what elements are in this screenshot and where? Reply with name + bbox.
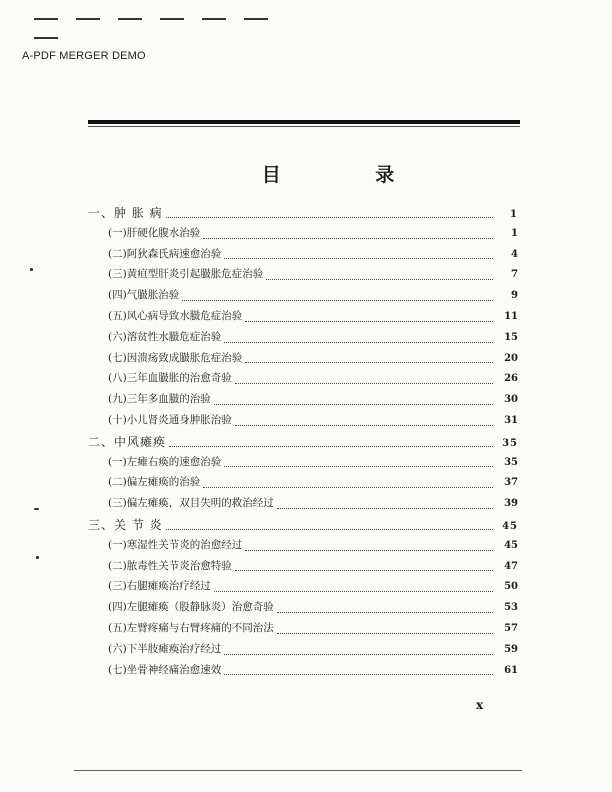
toc-section-row <box>88 204 518 225</box>
scan-speck <box>30 268 33 271</box>
toc-entry-label: (七)坐骨神经痛治愈速效 <box>108 663 222 676</box>
toc-leader-dots <box>224 466 493 467</box>
toc-entry-label: 三、关 节 炎 <box>88 517 163 532</box>
toc-leader-dots <box>277 508 493 509</box>
toc-leader-dots <box>277 633 493 634</box>
table-of-contents <box>88 204 518 682</box>
toc-leader-dots <box>224 342 493 343</box>
toc-page-number: 37 <box>504 477 518 489</box>
footer-rule <box>74 770 522 771</box>
toc-section-row <box>88 516 518 537</box>
toc-leader-dots <box>245 321 493 322</box>
toc-page-number: 30 <box>504 394 518 406</box>
toc-entry-row <box>88 662 518 683</box>
toc-entry-row <box>88 287 518 308</box>
toc-entry-row <box>88 454 518 475</box>
toc-leader-dots <box>277 612 493 613</box>
toc-entry-label: (二)阿狄森氏病速愈治验 <box>108 247 222 260</box>
toc-entry-row <box>88 578 518 599</box>
toc-page-number: 61 <box>504 664 518 676</box>
toc-entry-label: 二、中风瘫痪 <box>88 434 167 449</box>
toc-entry-label: (二)脓毒性关节炎治愈特验 <box>108 559 232 572</box>
toc-page-number: 45 <box>502 520 518 532</box>
toc-page-number: 53 <box>504 602 518 614</box>
scan-speck <box>34 508 39 510</box>
toc-entry-row <box>88 495 518 516</box>
toc-entry-label: (一)寒湿性关节炎的治愈经过 <box>108 538 243 551</box>
toc-page-number: 31 <box>504 414 518 426</box>
toc-entry-row <box>88 266 518 287</box>
toc-entry-label: (五)风心病导致水臌危症治验 <box>108 309 243 322</box>
toc-entry-label: (八)三年血臌胀的治愈奇验 <box>108 372 232 385</box>
page-title: 目 录 <box>261 164 439 186</box>
toc-leader-dots <box>235 383 493 384</box>
toc-leader-dots <box>245 362 493 363</box>
toc-entry-label: (五)左臂疼痛与右臂疼痛的不同治法 <box>108 621 274 634</box>
toc-page-number: 39 <box>504 498 518 510</box>
toc-leader-dots <box>214 591 493 592</box>
toc-page-number: 59 <box>504 643 518 655</box>
toc-page-number: 50 <box>504 581 518 593</box>
toc-entry-label: (四)气臌胀治验 <box>108 289 180 302</box>
toc-leader-dots <box>224 674 493 675</box>
top-dash-line <box>34 18 324 20</box>
toc-page-number: 1 <box>511 227 518 239</box>
toc-entry-row <box>88 246 518 267</box>
toc-page-number: 11 <box>504 310 518 322</box>
toc-entry-row <box>88 308 518 329</box>
toc-entry-label: 一、肿 胀 病 <box>88 206 163 220</box>
toc-page-number: 57 <box>504 622 518 634</box>
header-rule-thin <box>88 126 520 127</box>
toc-leader-dots <box>214 404 493 405</box>
toc-leader-dots <box>166 529 493 530</box>
watermark-text: A-PDF MERGER DEMO <box>22 50 146 62</box>
toc-leader-dots <box>266 279 493 280</box>
page-mark: x <box>476 698 484 712</box>
toc-leader-dots <box>224 258 493 259</box>
toc-entry-label: (一)左瘫右痪的速愈治验 <box>108 455 222 468</box>
toc-leader-dots <box>245 550 493 551</box>
toc-leader-dots <box>203 487 493 488</box>
toc-page-number: 7 <box>511 269 518 281</box>
toc-entry-label: (六)下半肢瘫痪治疗经过 <box>108 642 222 655</box>
toc-entry-row <box>88 641 518 662</box>
toc-page-number: 9 <box>511 290 518 302</box>
toc-entry-row <box>88 599 518 620</box>
toc-entry-row <box>88 225 518 246</box>
toc-leader-dots <box>235 570 493 571</box>
toc-leader-dots <box>235 425 493 426</box>
toc-entry-row <box>88 412 518 433</box>
toc-entry-label: (九)三年多血臌的治验 <box>108 393 211 406</box>
toc-entry-label: (四)左腿瘫痪（股静脉炎）治愈奇验 <box>108 601 274 614</box>
toc-entry-label: (三)右腿瘫痪治疗经过 <box>108 580 211 593</box>
toc-page-number: 35 <box>504 456 518 468</box>
toc-entry-label: (一)肝硬化腹水治验 <box>108 226 201 239</box>
toc-entry-label: (七)因溃疡致成臌胀危症治验 <box>108 351 243 364</box>
toc-leader-dots <box>203 238 493 239</box>
toc-page-number: 4 <box>511 248 518 260</box>
header-rule <box>88 120 520 124</box>
toc-entry-row <box>88 350 518 371</box>
toc-page-number: 15 <box>504 331 518 343</box>
toc-page-number: 45 <box>504 539 518 551</box>
toc-entry-row <box>88 370 518 391</box>
toc-page-number: 47 <box>504 560 518 572</box>
toc-entry-row <box>88 558 518 579</box>
toc-entry-row <box>88 391 518 412</box>
scan-speck <box>36 556 39 559</box>
toc-entry-row <box>88 329 518 350</box>
toc-entry-row <box>88 620 518 641</box>
toc-entry-label: (二)偏左瘫痪的治验 <box>108 476 201 489</box>
toc-page-number: 20 <box>504 352 518 364</box>
toc-leader-dots <box>224 654 493 655</box>
toc-entry-label: (十)小儿肾炎通身肿胀治验 <box>108 413 232 426</box>
toc-entry-row <box>88 474 518 495</box>
toc-entry-row <box>88 537 518 558</box>
toc-section-row <box>88 433 518 454</box>
toc-entry-label: (六)溶贫性水臌危症治验 <box>108 330 222 343</box>
toc-entry-label: (三)黄疸型肝炎引起臌胀危症治验 <box>108 268 264 281</box>
toc-page-number: 35 <box>502 437 518 449</box>
toc-page-number: 1 <box>510 209 518 220</box>
toc-page-number: 26 <box>504 373 518 385</box>
toc-leader-dots <box>169 446 493 447</box>
toc-entry-label: (三)偏左瘫痪，双目失明的救治经过 <box>108 497 274 510</box>
toc-leader-dots <box>166 217 493 218</box>
toc-leader-dots <box>182 300 493 301</box>
